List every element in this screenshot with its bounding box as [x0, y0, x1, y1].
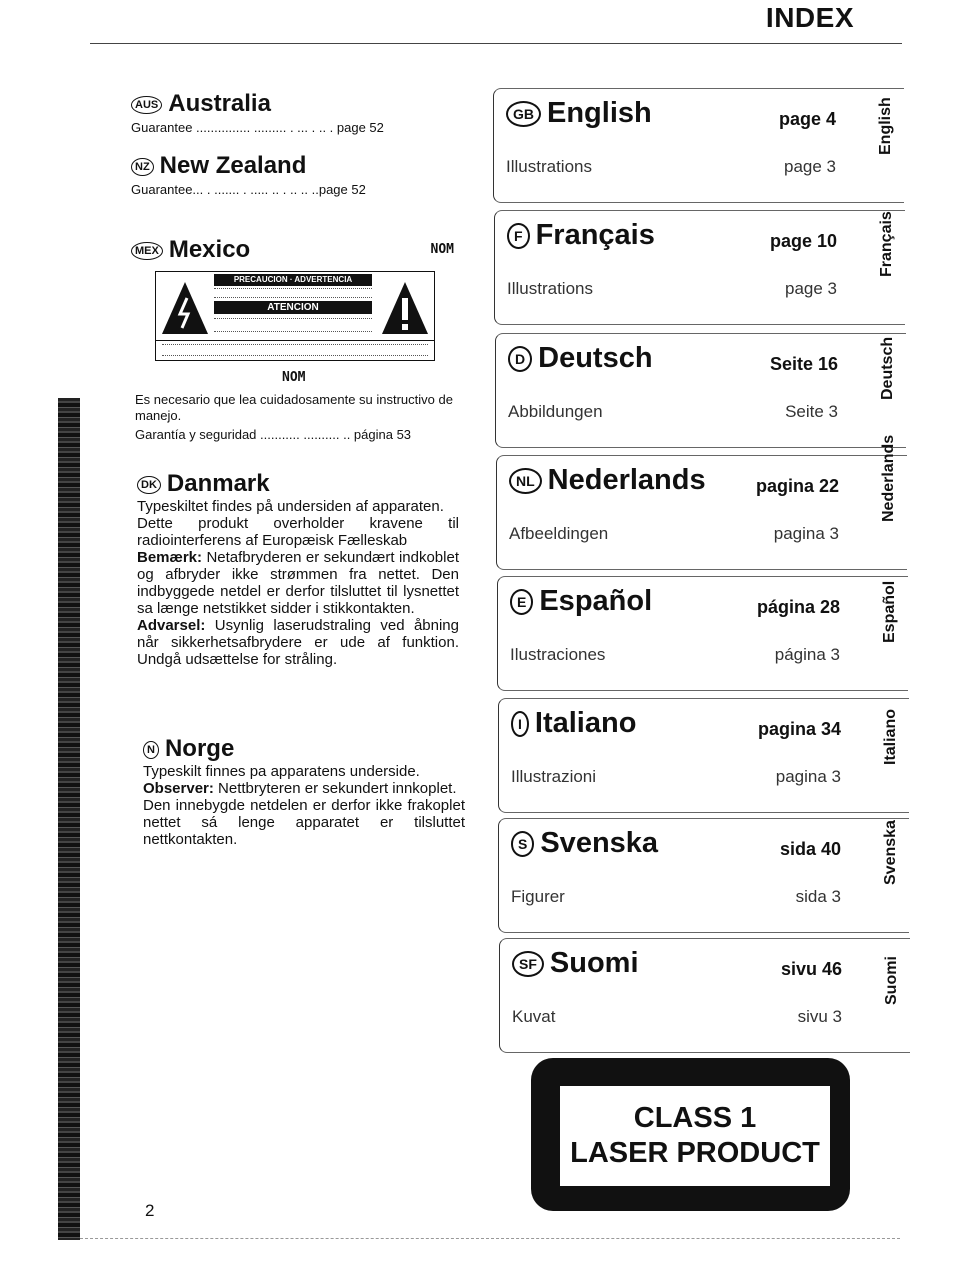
illustrations-page: pagina 3	[775, 767, 841, 786]
language-tab: Italiano	[882, 708, 899, 765]
language-title: Svenska	[540, 827, 659, 859]
illustrations-label: Illustrations	[506, 157, 592, 176]
illustrations-label: Abbildungen	[508, 402, 603, 421]
language-heading	[511, 707, 636, 740]
language-heading	[509, 464, 706, 497]
warning-label	[155, 271, 435, 361]
illustrations-page: sida 3	[795, 887, 841, 906]
illustrations-label: Afbeeldingen	[509, 524, 609, 543]
note-label: Observer:	[143, 780, 214, 797]
language-heading	[506, 97, 652, 130]
country-badge: N	[143, 741, 159, 759]
paragraph: Typeskilt finnes pa apparatens underside.	[143, 763, 420, 780]
section-australia	[131, 90, 384, 135]
language-tab: Français	[878, 211, 895, 277]
language-page: pagina 22	[755, 476, 839, 496]
country-badge: AUS	[131, 96, 162, 114]
paragraph: Dette produkt overholder kravene til radiointerferens af Europæisk Fælleskab	[137, 515, 459, 549]
illustrations-label: Figurer	[511, 887, 565, 906]
language-entry	[498, 698, 909, 813]
language-badge: E	[510, 589, 533, 615]
language-tab: English	[877, 97, 894, 155]
warning-title: PRECAUCION · ADVERTENCIA	[214, 274, 372, 286]
language-heading	[510, 585, 652, 618]
section-danmark	[137, 470, 459, 668]
shock-hazard-icon	[160, 280, 210, 338]
language-title: Italiano	[534, 707, 637, 739]
bottom-rule	[80, 1238, 900, 1239]
illustrations-label: Kuvat	[512, 1007, 556, 1026]
laser-label-inner	[558, 1084, 832, 1188]
warning-fine-print	[162, 344, 428, 356]
nom-mark: NOM	[430, 242, 454, 257]
language-entry	[493, 88, 904, 203]
language-page: page 10	[769, 231, 837, 251]
paragraph	[137, 549, 459, 617]
language-badge: GB	[506, 101, 541, 127]
note-text: Netafbryderen er sekundært indkoblet og afbryder ikke strømmen fra nettet. Den indbyggede netdel er derfor tilsluttet til lysnettet sa længe netstikket sidder i stikkontakten.	[137, 549, 459, 617]
paragraph	[143, 780, 465, 797]
language-tab: Español	[881, 580, 898, 643]
illustrations-page: page 3	[785, 279, 837, 298]
language-title: Suomi	[549, 947, 639, 979]
language-title: Français	[535, 219, 655, 251]
section-title: New Zealand	[159, 152, 307, 179]
language-title: English	[547, 97, 652, 129]
language-entry	[498, 818, 909, 933]
guarantee-line: Guarantee... . ....... . ..... .. . .. .. ..page 52	[131, 182, 366, 197]
language-page: sivu 46	[780, 959, 842, 979]
illustrations-page: Seite 3	[785, 402, 838, 421]
warning-fine-print	[214, 318, 372, 332]
illustrations-page: pagina 3	[773, 524, 839, 543]
language-page: page 4	[778, 109, 836, 129]
note-text: Nettbryteren er sekundert innkoplet.	[213, 780, 457, 797]
laser-product: LASER PRODUCT	[570, 1137, 820, 1169]
illustrations-label: Illustrazioni	[511, 767, 597, 786]
note-label: Bemærk:	[137, 549, 203, 566]
language-badge: SF	[512, 951, 544, 977]
language-tab: Nederlands	[880, 434, 897, 522]
header-rule	[90, 43, 902, 44]
section-newzealand	[131, 152, 366, 197]
language-tab: Suomi	[883, 956, 900, 1005]
language-badge: F	[507, 223, 530, 249]
language-entry	[499, 938, 910, 1053]
warning-subtitle: ATENCION	[214, 301, 372, 314]
warning-fine-print	[214, 288, 372, 298]
language-heading	[512, 947, 639, 980]
language-entry	[494, 210, 905, 325]
language-heading	[508, 342, 653, 375]
language-page: sida 40	[779, 839, 841, 859]
section-title: Australia	[168, 90, 271, 117]
language-tab: Svenska	[882, 820, 899, 885]
exclamation-hazard-icon	[380, 280, 430, 338]
warning-label-text: Advarsel:	[137, 617, 206, 634]
paragraph: Typeskiltet findes på undersiden af apparaten.	[137, 498, 444, 515]
illustrations-label: Ilustraciones	[510, 645, 606, 664]
language-page: pagina 34	[757, 719, 841, 739]
language-heading	[507, 219, 655, 252]
section-title: Mexico	[168, 236, 251, 263]
guarantee-line: Garantía y seguridad ........... .......... .. página 53	[135, 427, 412, 442]
section-title: Danmark	[166, 470, 270, 497]
illustrations-page: page 3	[784, 157, 836, 176]
language-badge: D	[508, 346, 532, 372]
language-entry	[496, 434, 907, 570]
binding-spine	[58, 398, 80, 1240]
illustrations-page: página 3	[774, 645, 840, 664]
country-badge: DK	[137, 476, 161, 494]
section-norge	[143, 735, 465, 848]
page-number: 2	[145, 1201, 155, 1220]
country-badge: MEX	[131, 242, 163, 260]
language-entry	[497, 576, 908, 691]
warning-text: Usynlig laserudstraling ved åbning når sikkerhetsafbrydere er ude af funktion. Undgå udsættelse for stråling.	[137, 617, 459, 668]
language-heading	[511, 827, 658, 860]
language-title: Español	[539, 585, 653, 617]
language-page: página 28	[756, 597, 840, 617]
nom-mark: NOM	[282, 370, 306, 385]
language-entry	[495, 333, 906, 448]
paragraph	[137, 617, 459, 668]
country-badge: NZ	[131, 158, 154, 176]
laser-class: CLASS 1	[633, 1102, 757, 1134]
illustrations-label: Illustrations	[507, 279, 593, 298]
language-title: Nederlands	[547, 464, 706, 496]
mexico-body: Es necesario que lea cuidadosamente su instructivo de manejo.	[135, 392, 453, 423]
page-title: INDEX	[765, 2, 854, 33]
illustrations-page: sivu 3	[797, 1007, 842, 1026]
language-title: Deutsch	[538, 342, 653, 374]
language-badge: NL	[509, 468, 542, 494]
section-mexico	[131, 236, 456, 264]
language-tab: Deutsch	[879, 336, 896, 400]
paragraph: Den innebygde netdelen er derfor ikke frakoplet nettet sá lenge apparatet er tilsluttet nettkontakten.	[143, 797, 465, 848]
language-badge: S	[511, 831, 534, 857]
section-title: Norge	[164, 735, 235, 762]
guarantee-line: Guarantee ............... ......... . ... . .. . page 52	[131, 120, 384, 135]
language-page: Seite 16	[769, 354, 838, 374]
warning-divider	[156, 340, 434, 341]
language-badge: I	[511, 711, 529, 737]
